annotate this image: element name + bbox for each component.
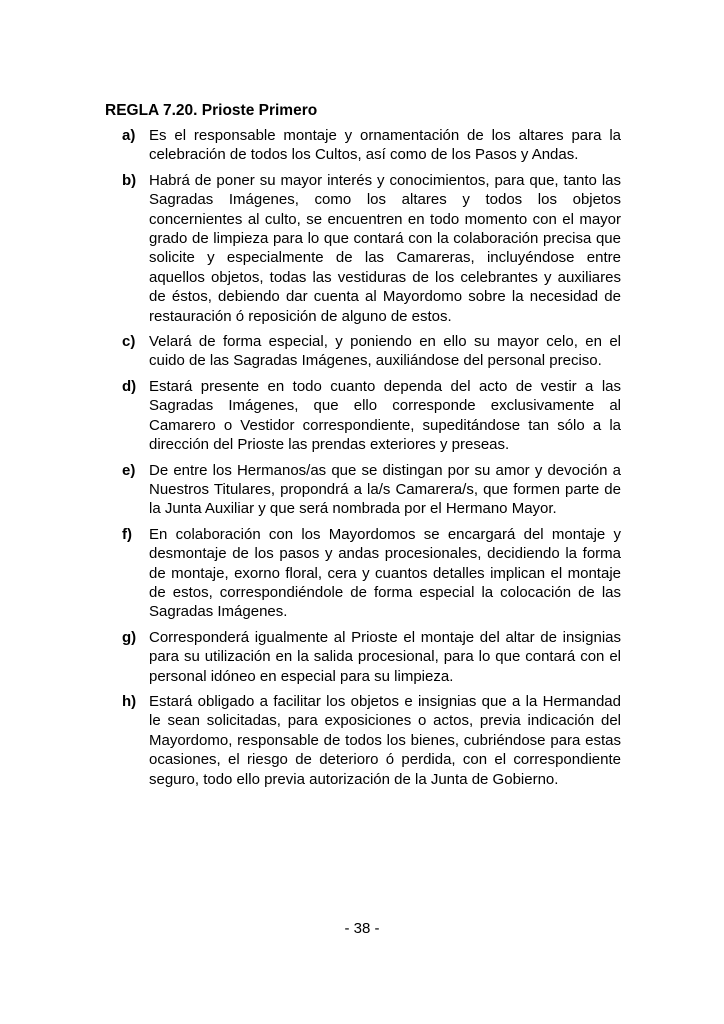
page-number: - 38 - — [344, 920, 380, 937]
item-label: c) — [122, 333, 136, 351]
item-label: d) — [122, 377, 137, 395]
rule-item-list — [122, 126, 621, 795]
item-label: a) — [122, 127, 136, 144]
item-label: g) — [122, 628, 137, 646]
item-text: Estará presente en todo cuanto dependa del acto de vestir a las Sagradas Imágenes, que ello corresponde exclusivamente al Camarero o Vestidor correspondiente, supeditándose tan sólo a la dirección del Prioste las prendas exteriores y preseas. — [149, 377, 621, 454]
item-label: b) — [122, 171, 137, 189]
list-item — [122, 628, 621, 686]
item-text: Corresponderá igualmente al Prioste el montaje del altar de insignias para su utilización en la salida procesional, para lo que contará con el personal idóneo en especial para su limpieza. — [149, 628, 621, 685]
item-text: Estará obligado a facilitar los objetos e insignias que a la Hermandad le sean solicitadas, para exposiciones o actos, previa indicación del Mayordomo, responsable de todos los bienes, cubriéndose para estas ocasiones, el riesgo de deterioro ó perdida, con el correspondiente seguro, todo ello previa autorización de la Junta de Gobierno. — [149, 692, 621, 788]
item-label: h) — [122, 692, 137, 710]
list-item — [122, 525, 621, 622]
list-item — [122, 692, 621, 789]
item-text: Velará de forma especial, y poniendo en ello su mayor celo, en el cuido de las Sagradas Imágenes, auxiliándose del personal preciso. — [149, 333, 621, 370]
section-heading: REGLA 7.20. Prioste Primero — [105, 102, 318, 119]
item-text: De entre los Hermanos/as que se distingan por su amor y devoción a Nuestros Titulares, propondrá a la/s Camarera/s, que formen parte de la Junta Auxiliar y que será nombrada por el Hermano Mayor. — [149, 461, 621, 518]
list-item — [122, 332, 621, 371]
item-text: Es el responsable montaje y ornamentación de los altares para la celebración de todos los Cultos, así como de los Pasos y Andas. — [149, 127, 621, 164]
item-text: En colaboración con los Mayordomos se encargará del montaje y desmontaje de los pasos y andas procesionales, decidiendo la forma de montaje, exorno floral, cera y cuantos detalles implican el montaje de estos, correspondiéndole de forma especial la colocación de las Sagradas Imágenes. — [149, 525, 621, 621]
list-item — [122, 377, 621, 455]
item-label: e) — [122, 461, 136, 479]
list-item — [122, 126, 621, 165]
list-item — [122, 171, 621, 326]
item-text: Habrá de poner su mayor interés y conocimientos, para que, tanto las Sagradas Imágenes, como los altares y todos los objetos concernientes al culto, se encuentren en todo momento con el mayor grado de limpieza para lo que contará con la colaboración precisa que solicite y especialmente de las Camareras, incluyéndose entre aquellos objetos, todas las vestiduras de los celebrantes y auxiliares de éstos, debiendo dar cuenta al Mayordomo sobre la necesidad de restauración ó reposición de alguno de estos. — [149, 171, 621, 325]
list-item — [122, 461, 621, 519]
item-label: f) — [122, 525, 132, 543]
